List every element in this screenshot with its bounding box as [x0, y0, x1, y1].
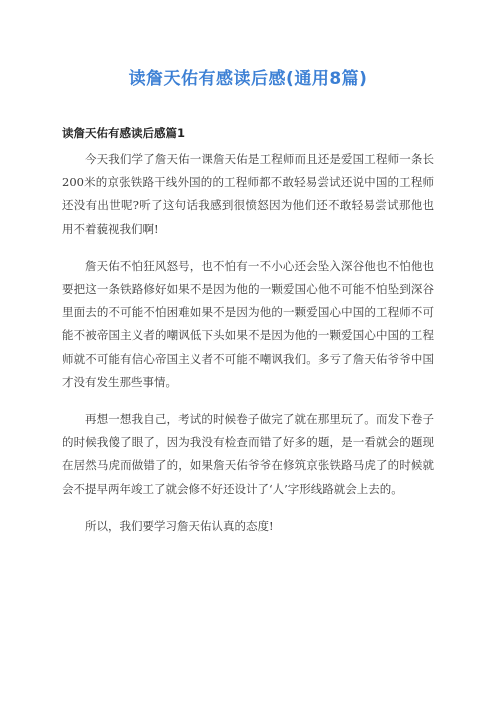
paragraph: 詹天佑不怕狂风怒号，也不怕有一不小心还会坠入深谷他也不怕他也要把这一条铁路修好如果不是因为他的一颗爱国心他不可能不怕坠到深谷里面去的不可能不怕困难如果不是因为他的一颗爱国心中国的工程师不可能不被帝国主义者的嘲讽低下头如果不是因为他的一颗爱国心中国的工程师就不可能有信心帝国主义者不可能不嘲讽我们。多亏了詹天佑爷爷中国才没有发生那些事情。 [62, 258, 434, 389]
section-heading: 读詹天佑有感读后感篇1 [62, 126, 186, 140]
paragraph: 今天我们学了詹天佑一课詹天佑是工程师而且还是爱国工程师一条长200米的京张铁路干线外国的的工程师都不敢轻易尝试还说中国的工程师还没有出世呢?听了这句话我感到很愤怒因为他们还不敢轻易尝试那他也用不着藐视我们啊! [62, 152, 434, 236]
paragraph: 再想一想我自己，考试的时候卷子做完了就在那里玩了。而发下卷子的时候我傻了眼了，因为我没有检查而错了好多的题，是一看就会的题现在居然马虎而做错了的，如果詹天佑爷爷在修筑京张铁路马虎了的时候就会不提早两年竣工了就会修不好还设计了‘人’字形线路就会上去的。 [62, 412, 434, 496]
paragraph: 所以，我们要学习詹天佑认真的态度! [85, 518, 274, 533]
document-title: 读詹天佑有感读后感(通用8篇) [128, 69, 368, 89]
article-body [62, 148, 434, 552]
